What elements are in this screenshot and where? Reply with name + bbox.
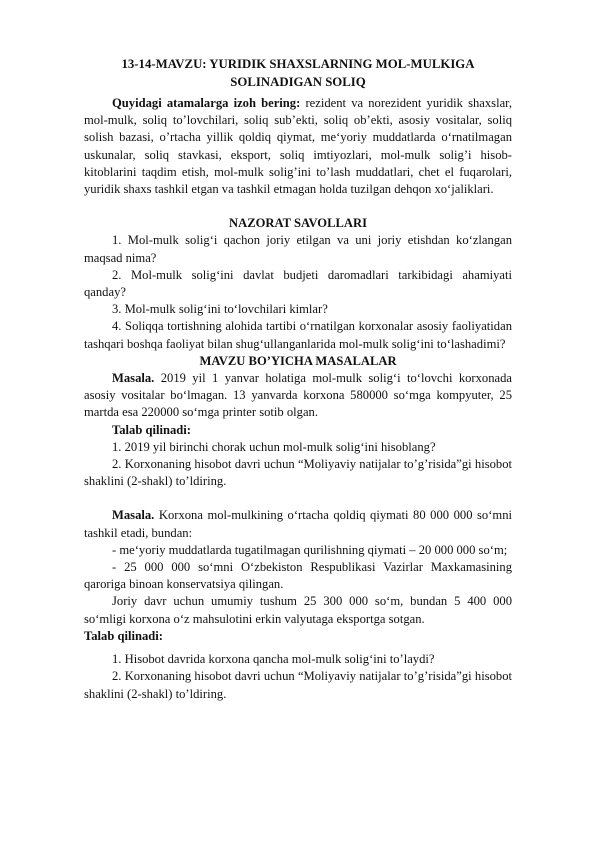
control-question-4: 4. Soliqqa tortishning alohida tartibi o‘rnatilgan korxonalar asosiy faoliyatidan tashqari boshqa faoliyat bilan shug‘ullanganlarida mol-mulk solig‘ini to‘lashadimi? xyxy=(84,319,512,351)
tasks-heading: MAVZU BO’YICHA MASALALAR xyxy=(199,353,397,368)
task-2-bullet-1: - me‘yoriy muddatlarda tugatilmagan qurilishning qiymati – 20 000 000 so‘m; xyxy=(112,542,508,557)
task-2-text: Korxona mol-mulkining o‘rtacha qoldiq qiymati 80 000 000 so‘mni tashkil etadi, bundan: xyxy=(84,508,512,540)
task-1-item-2: 2. Korxonaning hisobot davri uchun “Moliyaviy natijalar to’g’risida”gi hisobot shaklini (2-shakl) to’ldiring. xyxy=(84,457,512,489)
task-2-lead: Masala. xyxy=(112,508,155,523)
intro-paragraph xyxy=(84,95,512,198)
task-1-text: 2019 yil 1 yanvar holatiga mol-mulk solig‘i to‘lovchi korxonada asosiy vositalar bo‘lmagan. 13 yanvarda korxona 580000 so‘mga kompyuter, 25 martda esa 220000 so‘mga printer sotib olgan. xyxy=(84,371,512,420)
task-1-item-1: 1. 2019 yil birinchi chorak uchun mol-mulk solig‘ini hisoblang? xyxy=(112,439,436,454)
task-2-bullet-3: Joriy davr uchun umumiy tushum 25 300 000 so‘m, bundan 5 400 000 so‘mligi korxona o‘z mahsulotini erkin valyutaga eksportga sotgan. xyxy=(84,594,512,626)
spacer xyxy=(84,490,512,507)
control-heading: NAZORAT SAVOLLARI xyxy=(229,216,367,231)
task-2-requirement: Talab qilinadi: xyxy=(84,628,163,643)
control-question-3: 3. Mol-mulk solig‘ini to‘lovchilari kimlar? xyxy=(112,302,328,317)
page-title xyxy=(84,56,512,91)
task-2-bullet-2: - 25 000 000 so‘mni O‘zbekiston Respublikasi Vazirlar Maxkamasining qaroriga binoan konservatsiya qilingan. xyxy=(84,560,512,592)
title-line-1: 13-14-MAVZU: YURIDIK SHAXSLARNING MOL-MULKIGA xyxy=(121,57,475,71)
spacer xyxy=(84,198,512,215)
control-question-2: 2. Mol-mulk solig‘ini davlat budjeti daromadlari tarkibidagi ahamiyati qanday? xyxy=(84,267,512,300)
control-question-1: 1. Mol-mulk solig‘i qachon joriy etilgan va uni joriy etishdan ko‘zlangan maqsad nima? xyxy=(84,233,512,265)
task-1-lead: Masala. xyxy=(112,371,155,386)
title-line-2: SOLINADIGAN SOLIQ xyxy=(230,74,366,89)
intro-text: rezident va norezident yuridik shaxslar, mol-mulk, soliq to’lovchilari, soliq sub’ekti, soliq ob’ekti, asosiy vositalar, soliq solish bazasi, o’rtacha yillik qoldiq qiymat, me‘yoriy muddatlarda o‘rnatilmagan uskunalar, soliq stavkasi, eksport, soliq imtiyozlari, mol-mulk solig’i hisob-kitoblarini taqdim etish, mol-mulk solig’ini to’lash muddatlari, chet el fuqarolari, yuridik shaxs tashkil etgan va tashkil etmagan holda tuzilgan dehqon xo‘jaliklari. xyxy=(84,96,513,197)
task-1-paragraph xyxy=(84,370,512,422)
task-2-item-1: 1. Hisobot davrida korxona qancha mol-mulk solig‘ini to’laydi? xyxy=(112,652,435,667)
task-2-item-2: 2. Korxonaning hisobot davri uchun “Moliyaviy natijalar to’g’risida”gi hisobot shaklini (2-shakl) to’ldiring. xyxy=(84,669,512,701)
task-2-paragraph xyxy=(84,507,512,541)
task-1-requirement: Talab qilinadi: xyxy=(112,422,191,437)
intro-lead: Quyidagi atamalarga izoh bering: xyxy=(112,96,301,110)
